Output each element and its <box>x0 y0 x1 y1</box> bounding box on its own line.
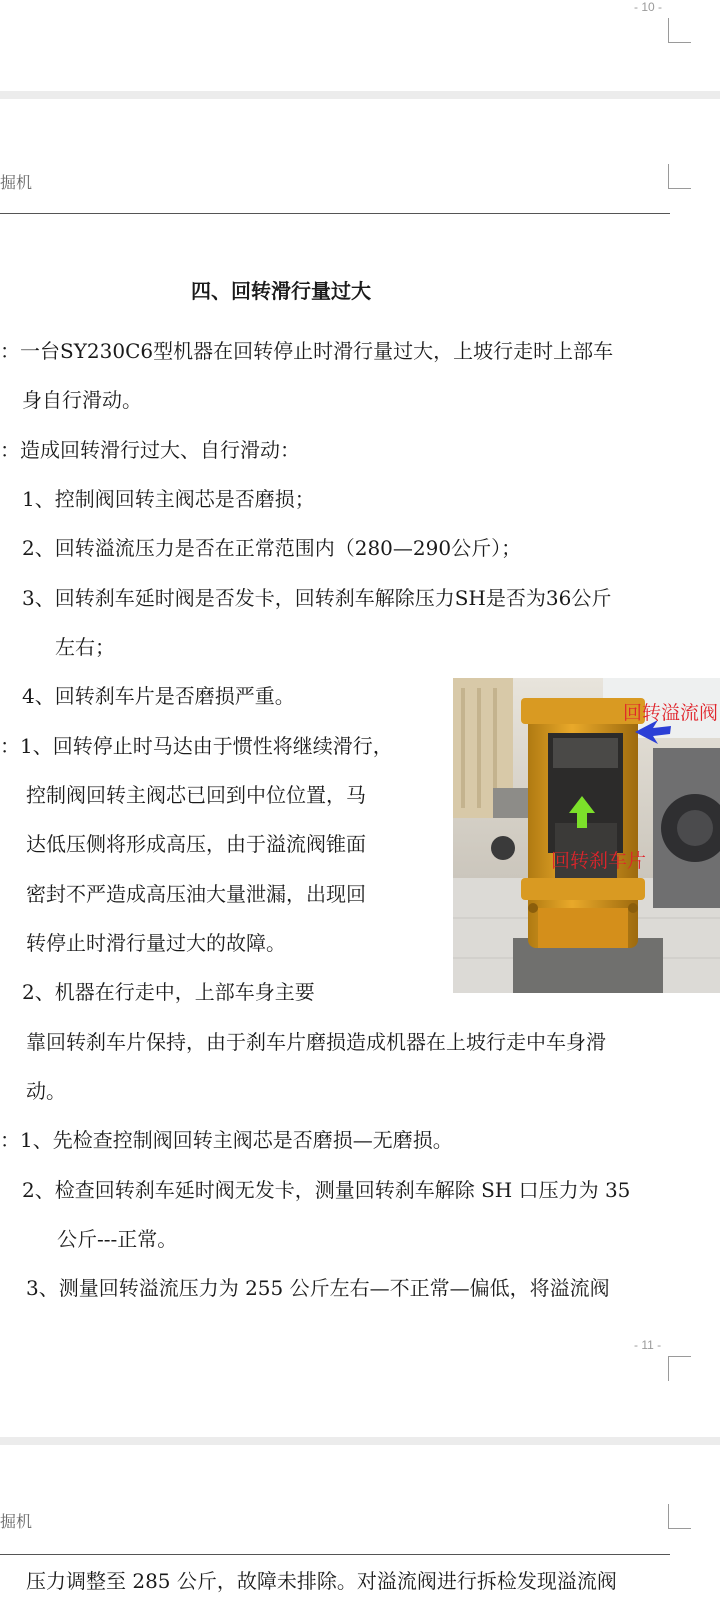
text-line: 2、机器在行走中，上部车身主要 <box>22 980 315 1004</box>
text-line: 3、回转刹车延时阀是否发卡，回转刹车解除压力SH是否为36公斤 <box>22 586 612 610</box>
text-line: 转停止时滑行量过大的故障。 <box>26 931 286 955</box>
page-corner-mark <box>668 18 691 43</box>
page-corner-mark <box>668 1504 691 1529</box>
page-corner-mark <box>668 164 691 189</box>
text-line: ：造成回转滑行过大、自行滑动： <box>0 438 300 462</box>
header-rule <box>0 1554 670 1555</box>
page-header: 掘机 <box>0 1514 33 1531</box>
text-line: 密封不严造成高压油大量泄漏，出现回 <box>26 882 366 906</box>
text-line: ：1、先检查控制阀回转主阀芯是否磨损—无磨损。 <box>0 1128 453 1152</box>
text-line: 2、回转溢流压力是否在正常范围内（280—290公斤）； <box>22 536 522 560</box>
text-line: ：1、回转停止时马达由于惯性将继续滑行， <box>0 734 393 758</box>
text-line: 靠回转刹车片保持，由于刹车片磨损造成机器在上坡行走中车身滑 <box>26 1030 606 1054</box>
text-line: ：一台SY230C6型机器在回转停止时滑行量过大，上坡行走时上部车 <box>0 339 614 363</box>
text-line: 身自行滑动。 <box>22 388 142 412</box>
page-gap <box>0 1437 720 1445</box>
page-corner-mark <box>668 1356 691 1381</box>
page-number-10: - 10 - <box>634 0 663 14</box>
page-gap <box>0 91 720 99</box>
header-rule <box>0 213 670 214</box>
text-line: 公斤---正常。 <box>57 1227 178 1251</box>
page-header: 掘机 <box>0 175 33 192</box>
text-line: 压力调整至 285 公斤，故障未排除。对溢流阀进行拆检发现溢流阀 <box>26 1569 617 1593</box>
section-title: 四、回转滑行量过大 <box>191 279 371 303</box>
label-relief-valve: 回转溢流阀 <box>623 703 719 724</box>
page-number-11: - 11 - <box>634 1338 662 1352</box>
text-line: 2、检查回转刹车延时阀无发卡，测量回转刹车解除 SH 口压力为 35 <box>22 1178 631 1202</box>
swing-motor-illustration <box>453 678 720 993</box>
text-line: 左右； <box>55 635 115 659</box>
text-line: 4、回转刹车片是否磨损严重。 <box>22 684 295 708</box>
text-line: 动。 <box>26 1079 66 1103</box>
text-line: 达低压侧将形成高压，由于溢流阀锥面 <box>26 832 366 856</box>
text-line: 3、测量回转溢流压力为 255 公斤左右—不正常—偏低，将溢流阀 <box>26 1276 610 1300</box>
swing-motor-photo <box>453 678 720 993</box>
label-brake-disc: 回转刹车片 <box>551 851 647 872</box>
text-line: 1、控制阀回转主阀芯是否磨损； <box>22 487 315 511</box>
text-line: 控制阀回转主阀芯已回到中位位置，马 <box>26 783 366 807</box>
